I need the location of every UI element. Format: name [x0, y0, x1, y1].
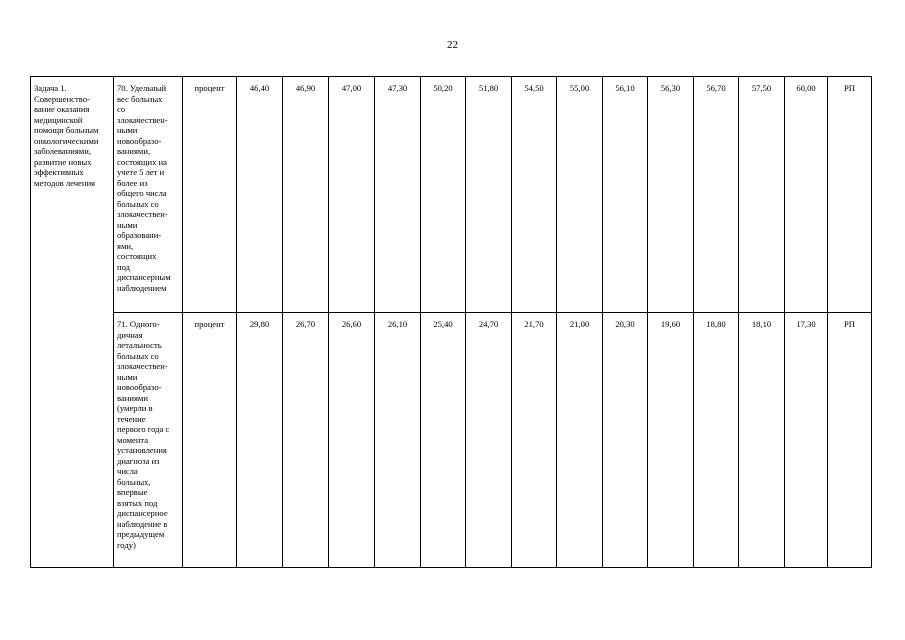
value-cell: 21,70: [512, 313, 557, 568]
value-cell: 18,80: [694, 313, 739, 568]
task-cell: Задача 1. Совершенство- вание оказания медицинской помощи больным онкологическими заболеваниями, развитие новых эффективных методов лечения: [31, 77, 114, 568]
value-cell: 26,70: [283, 313, 329, 568]
indicator-cell: 71. Одного- дичная летальность больных со злокачествен- ными новообразо- ваниями (умерли в течение первого года с момента установления диагноза из числа больных, впервые взятых под диспансерное наблюдение в предыдущем году): [114, 313, 183, 568]
value-cell: 19,60: [648, 313, 694, 568]
value-cell: 51,80: [466, 77, 512, 313]
value-cell: 56,70: [694, 77, 739, 313]
indicators-table: [30, 76, 872, 568]
value-cell: 26,10: [375, 313, 421, 568]
value-cell: 26,60: [329, 313, 375, 568]
value-cell: 29,80: [237, 313, 283, 568]
responsible-cell: РП: [828, 313, 872, 568]
value-cell: 21,00: [557, 313, 603, 568]
value-cell: 56,30: [648, 77, 694, 313]
responsible-cell: РП: [828, 77, 872, 313]
value-cell: 46,90: [283, 77, 329, 313]
unit-cell: процент: [183, 77, 237, 313]
value-cell: 56,10: [603, 77, 648, 313]
value-cell: 25,40: [421, 313, 466, 568]
value-cell: 54,50: [512, 77, 557, 313]
value-cell: 17,30: [785, 313, 828, 568]
value-cell: 24,70: [466, 313, 512, 568]
table-row: [31, 77, 872, 313]
page-number: 22: [447, 39, 458, 51]
value-cell: 50,20: [421, 77, 466, 313]
value-cell: 47,30: [375, 77, 421, 313]
value-cell: 47,00: [329, 77, 375, 313]
unit-cell: процент: [183, 313, 237, 568]
value-cell: 57,50: [739, 77, 785, 313]
value-cell: 18,10: [739, 313, 785, 568]
value-cell: 55,00: [557, 77, 603, 313]
indicator-cell: 70. Удельный вес больных со злокачествен- ными новообразо- ваниями, состоящих на учете 5 лет и более из общего числа больных со злокачествен- ными образовани- ями, состоящих под диспансерным наблюдением: [114, 77, 183, 313]
table-row: [31, 313, 872, 568]
value-cell: 46,40: [237, 77, 283, 313]
value-cell: 60,00: [785, 77, 828, 313]
value-cell: 20,30: [603, 313, 648, 568]
